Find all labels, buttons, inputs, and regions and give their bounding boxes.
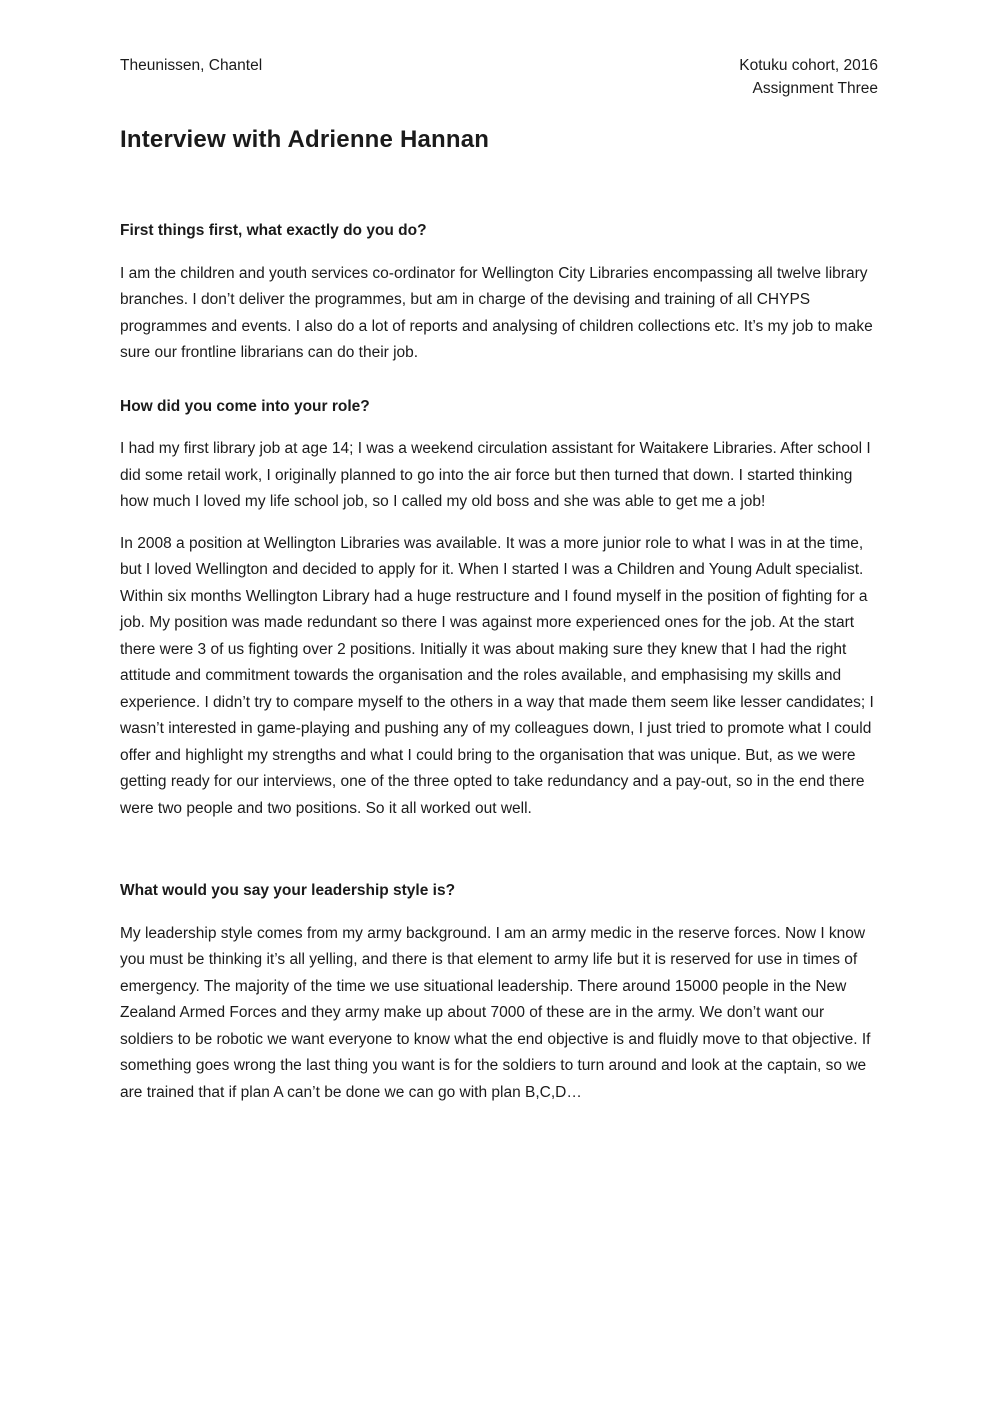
question-heading: First things first, what exactly do you do? xyxy=(120,222,427,239)
section-what-do-you-do xyxy=(120,218,878,367)
answer-paragraph: My leadership style comes from my army background. I am an army medic in the reserve forces. Now I know you must be thinking it’s all yelling, and there is that element to army life but it is reserved for use in times of emergency. The majority of the time we use situational leadership. There around 15000 people in the New Zealand Armed Forces and they army make up about 7000 of these are in the army. We don’t want our soldiers to be robotic we want everyone to know what the end objective is and fluidly move to that objective. If something goes wrong the last thing you want is for the soldiers to turn around and look at the captain, so we are trained that if plan A can’t be done we can go with plan B,C,D… xyxy=(120,924,871,1101)
header-assignment: Assignment Three xyxy=(752,80,878,97)
document-header xyxy=(120,54,878,100)
section-leadership-style xyxy=(120,878,878,1106)
answer-paragraph: I had my first library job at age 14; I was a weekend circulation assistant for Waitakere Libraries. After school I did some retail work, I originally planned to go into the air force but then turned that down. I started thinking how much I loved my life school job, so I called my old boss and she was able to get me a job! xyxy=(120,440,871,510)
header-cohort: Kotuku cohort, 2016 xyxy=(739,57,878,74)
question-heading: What would you say your leadership style is? xyxy=(120,882,456,899)
question-heading: How did you come into your role? xyxy=(120,397,370,415)
answer-paragraph: In 2008 a position at Wellington Libraries was available. It was a more junior role to what I was in at the time, but I loved Wellington and decided to apply for it. When I started I was a Children and Young Adult specialist. Within six months Wellington Library had a huge restructure and I found myself in the position of fighting for a job. My position was made redundant so there I was against more experienced ones for the job. At the start there were 3 of us fighting over 2 positions. Initially it was about making sure they knew that I had the right attitude and commitment towards the organisation and the roles available, and emphasising my skills and experience. I didn’t try to compare myself to the others in a way that made them seem like lesser candidates; I wasn’t interested in game-playing and pushing any of my colleagues down, I just tried to promote what I could offer and highlight my strengths and what I could bring to the organisation that was unique. But, as we were getting ready for our interviews, one of the three opted to take redundancy and a pay-out, so in the end there were two people and two positions. So it all worked out well. xyxy=(120,534,874,817)
header-right-block xyxy=(739,54,878,100)
header-author: Theunissen, Chantel xyxy=(120,57,263,74)
section-how-did-you-come-into-role xyxy=(120,394,878,823)
page-title: Interview with Adrienne Hannan xyxy=(120,126,490,153)
answer-paragraph: I am the children and youth services co-ordinator for Wellington City Libraries encompassing all twelve library branches. I don’t deliver the programmes, but am in charge of the devising and training of all CHYPS programmes and events. I also do a lot of reports and analysing of children collections etc. It’s my job to make sure our frontline librarians can do their job. xyxy=(120,264,873,361)
